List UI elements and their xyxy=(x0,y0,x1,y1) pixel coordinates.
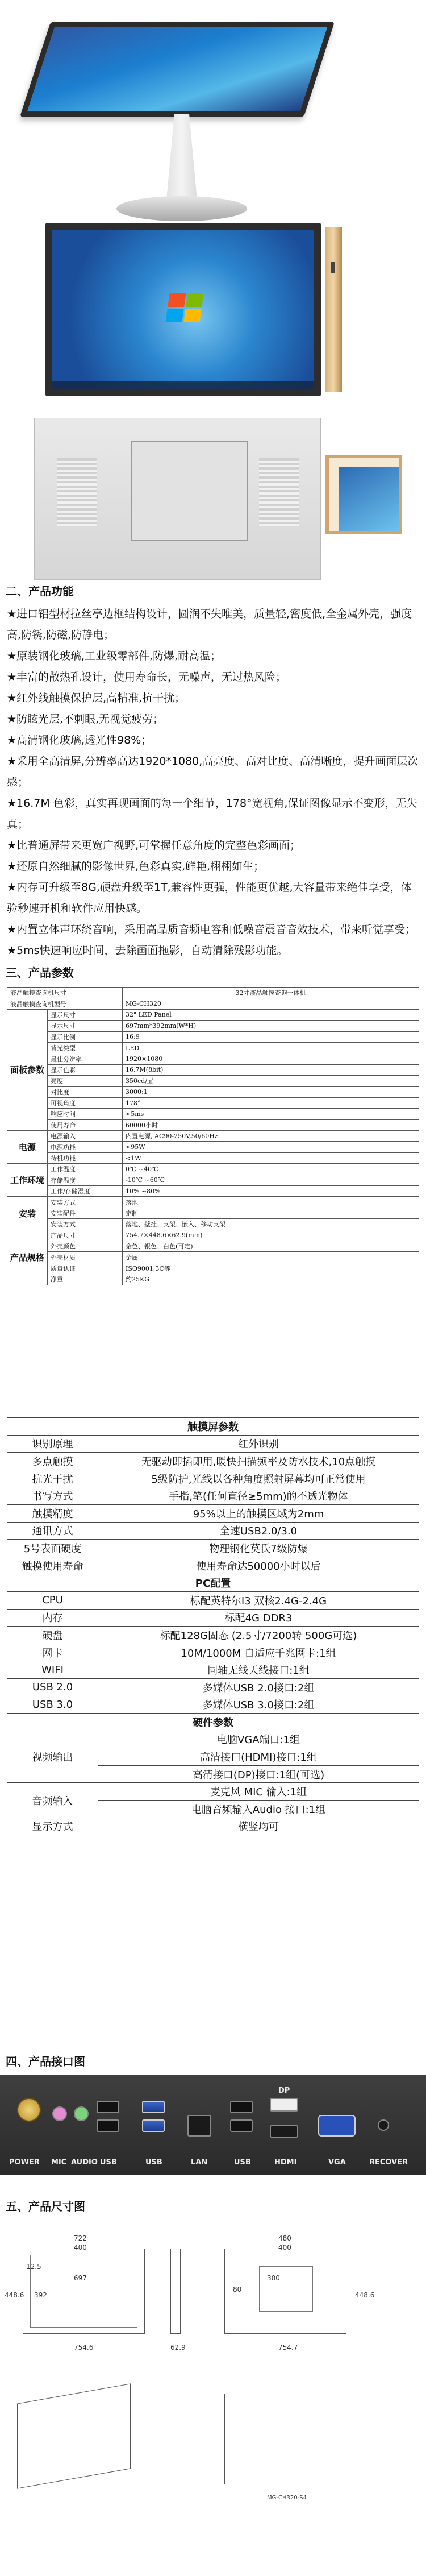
usb-port-icon xyxy=(97,2119,119,2132)
params-value: 60000小时 xyxy=(123,1119,419,1130)
dim-label: 392 xyxy=(34,2291,47,2299)
params-category: 工作环境 xyxy=(7,1164,48,1197)
dimension-drawings xyxy=(0,2223,426,2575)
params-row xyxy=(7,1208,419,1218)
params-value: 内置电源, AC90-250V,50/60Hz xyxy=(123,1131,419,1142)
dim-label: 448.6 xyxy=(355,2291,375,2299)
spec-value: 全速USB2.0/3.0 xyxy=(98,1522,419,1540)
monitor-back-photo xyxy=(34,418,321,580)
port-label: AUDIO xyxy=(71,2158,98,2167)
params-model-value: MG-CH320 xyxy=(123,998,419,1009)
spec-value: 10M/1000M 自适应千兆网卡:1组 xyxy=(98,1644,419,1661)
params-row xyxy=(7,1042,419,1053)
params-row xyxy=(7,1274,419,1285)
spec-value: 95%以上的触摸区域为2mm xyxy=(98,1504,419,1522)
features-list xyxy=(7,604,420,961)
dim-label: 722 xyxy=(74,2234,87,2242)
display-mode-value: 横竖均可 xyxy=(98,1818,419,1835)
params-row xyxy=(7,1009,419,1020)
params-size-label: 液晶触摸查询机尺寸 xyxy=(7,988,123,998)
dim-label: 62.9 xyxy=(170,2343,186,2351)
params-key: 产品尺寸 xyxy=(48,1230,123,1241)
usb-port-icon xyxy=(97,2101,119,2113)
dim-label: 400 xyxy=(278,2243,291,2251)
params-value: <95W xyxy=(123,1142,419,1152)
spec-row xyxy=(7,1504,419,1522)
port-label: LAN xyxy=(191,2158,208,2167)
params-value: 178° xyxy=(123,1097,419,1108)
params-key: 显示色彩 xyxy=(48,1064,123,1075)
spec-label: CPU xyxy=(7,1591,98,1609)
params-value: 约25KG xyxy=(123,1274,419,1285)
params-key: 电源输入 xyxy=(48,1131,123,1142)
port-label: USB xyxy=(100,2158,117,2167)
params-value: 10% ~80% xyxy=(123,1186,419,1197)
params-row xyxy=(7,1263,419,1274)
dim-label: 754.6 xyxy=(74,2343,94,2351)
dim-label: 754.7 xyxy=(278,2343,298,2351)
params-key: 响应时间 xyxy=(48,1109,123,1119)
params-row xyxy=(7,1175,419,1185)
spec-label: 内存 xyxy=(7,1609,98,1627)
params-key: 可视角度 xyxy=(48,1097,123,1108)
video-row: 高清接口(DP)接口:1组(可选) xyxy=(98,1765,419,1783)
spec-row xyxy=(7,1540,419,1557)
params-value: 落地 xyxy=(123,1197,419,1208)
video-row: 高清接口(HDMI)接口:1组 xyxy=(98,1748,419,1766)
feature-item: ★原装钢化玻璃,工业级零部件,防爆,耐高温； xyxy=(7,650,222,662)
params-row xyxy=(7,1152,419,1163)
spec-row xyxy=(7,1453,419,1470)
spec-label: 5号表面硬度 xyxy=(7,1540,98,1557)
monitor-side-photo xyxy=(325,227,342,392)
feature-item: ★5ms快速响应时间，去除画面拖影，自动清除残影功能。 xyxy=(7,944,288,957)
dp-port-icon xyxy=(270,2098,298,2112)
spec-row xyxy=(7,1609,419,1627)
spec-row xyxy=(7,1470,419,1487)
params-key: 显示比例 xyxy=(48,1031,123,1042)
spec-row xyxy=(7,1678,419,1696)
params-category: 安装 xyxy=(7,1197,48,1230)
params-key: 安装方式 xyxy=(48,1219,123,1230)
params-key: 外壳颜色 xyxy=(48,1241,123,1251)
params-key: 净重 xyxy=(48,1274,123,1285)
port-label: USB xyxy=(234,2158,251,2167)
params-row xyxy=(7,1086,419,1097)
params-key: 待机功耗 xyxy=(48,1152,123,1163)
spec-label: 识别原理 xyxy=(7,1435,98,1453)
params-value: 350cd/㎡ xyxy=(123,1076,419,1086)
dimensions-title: 五、产品尺寸图 xyxy=(6,2200,85,2213)
params-key: 使用寿命 xyxy=(48,1119,123,1130)
back-drawing xyxy=(224,2249,346,2334)
recover-button-icon xyxy=(378,2119,389,2131)
port-label: POWER xyxy=(9,2158,40,2167)
feature-item: ★16.7M 色彩，真实再现画面的每一个细节，178°宽视角,保证图像显示不变形，无失真； xyxy=(7,797,417,831)
params-row xyxy=(7,1164,419,1175)
audio-row: 麦克风 MIC 输入:1组 xyxy=(98,1783,419,1801)
params-row xyxy=(7,1241,419,1251)
feature-item: ★内置立体声环绕音响，采用高品质音频电容和低噪音震音音效技术，带来听觉享受； xyxy=(7,923,416,936)
spec-value: 使用寿命达50000小时以后 xyxy=(98,1557,419,1574)
spec-table xyxy=(7,1417,419,1835)
params-row xyxy=(7,1186,419,1197)
feature-item: ★采用全高清屏,分辨率高达1920*1080,高亮度、高对比度、高清晰度，提升画面层次感； xyxy=(7,755,419,789)
corner-detail-photo xyxy=(325,455,402,534)
params-row xyxy=(7,1142,419,1152)
spec-value: 标配128G固态 (2.5寸/7200转 500G可选) xyxy=(98,1627,419,1644)
touch-header: 触摸屏参数 xyxy=(7,1418,419,1436)
kiosk-base-photo xyxy=(116,196,247,221)
params-value: ISO9001,3C等 xyxy=(123,1263,419,1274)
vga-port-icon xyxy=(318,2115,356,2137)
video-row: 电脑VGA端口:1组 xyxy=(98,1731,419,1748)
params-value: LED xyxy=(123,1042,419,1053)
spec-row xyxy=(7,1661,419,1679)
spec-value: 物理钢化莫氏7级防爆 xyxy=(98,1540,419,1557)
spec-row xyxy=(7,1487,419,1505)
port-label: VGA xyxy=(328,2158,346,2167)
dim-label: 480 xyxy=(278,2234,291,2242)
params-category: 面板参数 xyxy=(7,1009,48,1130)
power-port-icon xyxy=(17,2098,41,2122)
params-key: 背光类型 xyxy=(48,1042,123,1053)
hdmi-port-icon xyxy=(270,2125,298,2138)
spec-label: 硬盘 xyxy=(7,1627,98,1644)
usb-port-icon xyxy=(230,2101,253,2113)
spec-label: 多点触摸 xyxy=(7,1453,98,1470)
audio-port-icon xyxy=(74,2106,89,2121)
params-key: 工作/存储湿度 xyxy=(48,1186,123,1197)
params-row xyxy=(7,1064,419,1075)
lan-port-icon xyxy=(187,2115,211,2137)
params-key: 外壳材质 xyxy=(48,1252,123,1263)
params-row xyxy=(7,1119,419,1130)
spec-row xyxy=(7,1627,419,1644)
dim-label: 80 xyxy=(233,2285,242,2293)
spec-label: 网卡 xyxy=(7,1644,98,1661)
spec-label: 通讯方式 xyxy=(7,1522,98,1540)
params-row xyxy=(7,1076,419,1086)
usb-port-icon xyxy=(230,2119,253,2132)
params-value: -10℃ ~60℃ xyxy=(123,1175,419,1185)
params-value: 金色、银色、白色(可定) xyxy=(123,1241,419,1251)
params-row xyxy=(7,1109,419,1119)
spec-label: WIFI xyxy=(7,1661,98,1679)
port-label: USB xyxy=(145,2158,162,2167)
video-label: 视频输出 xyxy=(7,1731,98,1783)
params-value: 754.7×448.6×62.9(mm) xyxy=(123,1230,419,1241)
params-title: 三、产品参数 xyxy=(6,966,74,980)
feature-item: ★还原自然细腻的影像世界,色彩真实,鲜艳,栩栩如生； xyxy=(7,860,265,873)
feature-item: ★红外线触摸保护层,高精准,抗干扰； xyxy=(7,692,186,704)
params-key: 电源功耗 xyxy=(48,1142,123,1152)
params-value: <1W xyxy=(123,1152,419,1163)
windows-logo-icon xyxy=(165,293,203,322)
spec-row xyxy=(7,1591,419,1609)
params-value: <5ms xyxy=(123,1109,419,1119)
spec-label: 触摸使用寿命 xyxy=(7,1557,98,1574)
spec-value: 红外识别 xyxy=(98,1435,419,1453)
spec-value: 多媒体USB 3.0接口:2组 xyxy=(98,1696,419,1714)
params-key: 对比度 xyxy=(48,1086,123,1097)
dim-label: 697 xyxy=(74,2274,87,2282)
feature-item: ★高清钢化玻璃,透光性98%； xyxy=(7,734,152,746)
feature-item: ★丰富的散热孔设计，使用寿命长，无噪声，无过热风险； xyxy=(7,671,287,683)
audio-row: 电脑音频输入Audio 接口:1组 xyxy=(98,1801,419,1818)
drawing-code: MG-CH320-S4 xyxy=(267,2495,307,2501)
interface-title: 四、产品接口图 xyxy=(6,2055,85,2068)
params-row xyxy=(7,1131,419,1142)
params-key: 质量认证 xyxy=(48,1263,123,1274)
params-value: 落地、壁挂、支架、嵌入、移动支架 xyxy=(123,1219,419,1230)
spec-label: 抗光干扰 xyxy=(7,1470,98,1487)
params-row xyxy=(7,1031,419,1042)
params-row xyxy=(7,1219,419,1230)
spec-row xyxy=(7,1522,419,1540)
spec-row xyxy=(7,1696,419,1714)
bottom-drawing xyxy=(224,2394,346,2484)
vesa-mount-plate xyxy=(131,441,248,541)
spec-value: 5级防护,光线以各种角度照射屏幕均可正常使用 xyxy=(98,1470,419,1487)
audio-label: 音频输入 xyxy=(7,1783,98,1818)
mic-port-icon xyxy=(52,2106,67,2121)
params-key: 安装方式 xyxy=(48,1197,123,1208)
params-table xyxy=(7,987,419,1285)
params-row xyxy=(7,1053,419,1064)
spec-value: 同轴无线天线接口:1组 xyxy=(98,1661,419,1679)
interface-photo xyxy=(0,2075,426,2175)
spec-row xyxy=(7,1435,419,1453)
spec-value: 标配英特尔I3 双核2.4G-2.4G xyxy=(98,1591,419,1609)
params-key: 最佳分辨率 xyxy=(48,1053,123,1064)
monitor-front-photo xyxy=(45,223,321,396)
params-value: 金属 xyxy=(123,1252,419,1263)
spec-label: 书写方式 xyxy=(7,1487,98,1505)
port-label: MIC xyxy=(51,2158,67,2167)
params-value: 1920×1080 xyxy=(123,1053,419,1064)
dim-label: 448.6 xyxy=(5,2291,24,2299)
params-key: 安装配件 xyxy=(48,1208,123,1218)
params-row xyxy=(7,1197,419,1208)
params-row xyxy=(7,1252,419,1263)
params-model-label: 液晶触摸查询机型号 xyxy=(7,998,123,1009)
hw-header: 硬件参数 xyxy=(7,1714,419,1731)
side-drawing xyxy=(170,2249,181,2334)
features-title: 二、产品功能 xyxy=(6,584,74,598)
pc-header: PC配置 xyxy=(7,1574,419,1592)
usb3-port-icon xyxy=(142,2101,165,2113)
port-label: DP xyxy=(278,2086,290,2095)
feature-item: ★比普通屏带来更宽广视野,可掌握任意角度的完整色彩画面； xyxy=(7,839,301,852)
port-label: HDMI xyxy=(274,2158,297,2167)
dim-label: 12.5 xyxy=(26,2263,41,2271)
spec-value: 手指,笔(任何直径≥5mm)的不透光物体 xyxy=(98,1487,419,1505)
params-category: 产品规格 xyxy=(7,1230,48,1285)
usb3-port-icon xyxy=(142,2119,165,2132)
kiosk-screen-photo xyxy=(20,22,335,117)
iso-drawing xyxy=(17,2383,131,2488)
params-value: 3000:1 xyxy=(123,1086,419,1097)
spec-row xyxy=(7,1644,419,1661)
spec-label: USB 3.0 xyxy=(7,1696,98,1714)
params-value: 16.7M(8bit) xyxy=(123,1064,419,1075)
params-key: 工作温度 xyxy=(48,1164,123,1175)
params-row xyxy=(7,1021,419,1031)
params-key: 亮度 xyxy=(48,1076,123,1086)
dim-label: 400 xyxy=(74,2243,87,2251)
params-row xyxy=(7,1097,419,1108)
port-label: RECOVER xyxy=(369,2158,408,2167)
feature-item: ★进口铝型材拉丝亭边框结构设计，圆润不失唯美，质量轻,密度低,全金属外壳，强度高,防锈,防磁,防静电； xyxy=(7,608,412,641)
params-value: 16:9 xyxy=(123,1031,419,1042)
spec-value: 多媒体USB 2.0接口:2组 xyxy=(98,1678,419,1696)
spec-value: 无驱动即插即用,暖快扫描频率及防水技术,10点触摸 xyxy=(98,1453,419,1470)
feature-item: ★内存可升级至8G,硬盘升级至1T,兼容性更强，性能更优越,大容量带来绝佳享受，体验秒速开机和软件应用快感。 xyxy=(7,881,412,915)
product-photos xyxy=(0,0,426,569)
params-value: 697mm*392mm(W*H) xyxy=(123,1021,419,1031)
params-key: 显示尺寸 xyxy=(48,1009,123,1020)
spec-value: 标配4G DDR3 xyxy=(98,1609,419,1627)
dim-label: 300 xyxy=(267,2274,280,2282)
params-value: 32" LED Panel xyxy=(123,1009,419,1020)
params-key: 显示尺寸 xyxy=(48,1021,123,1031)
params-value: 定制 xyxy=(123,1208,419,1218)
spec-label: USB 2.0 xyxy=(7,1678,98,1696)
spec-row xyxy=(7,1557,419,1574)
params-category: 电源 xyxy=(7,1131,48,1164)
params-key: 存储温度 xyxy=(48,1175,123,1185)
params-size-value: 32寸液晶触摸查询一体机 xyxy=(123,988,419,998)
params-row xyxy=(7,1230,419,1241)
display-mode-label: 显示方式 xyxy=(7,1818,98,1835)
feature-item: ★防眩光层,不刺眼,无视觉疲劳； xyxy=(7,713,164,725)
params-value: 0℃ ~40℃ xyxy=(123,1164,419,1175)
spec-label: 触摸精度 xyxy=(7,1504,98,1522)
